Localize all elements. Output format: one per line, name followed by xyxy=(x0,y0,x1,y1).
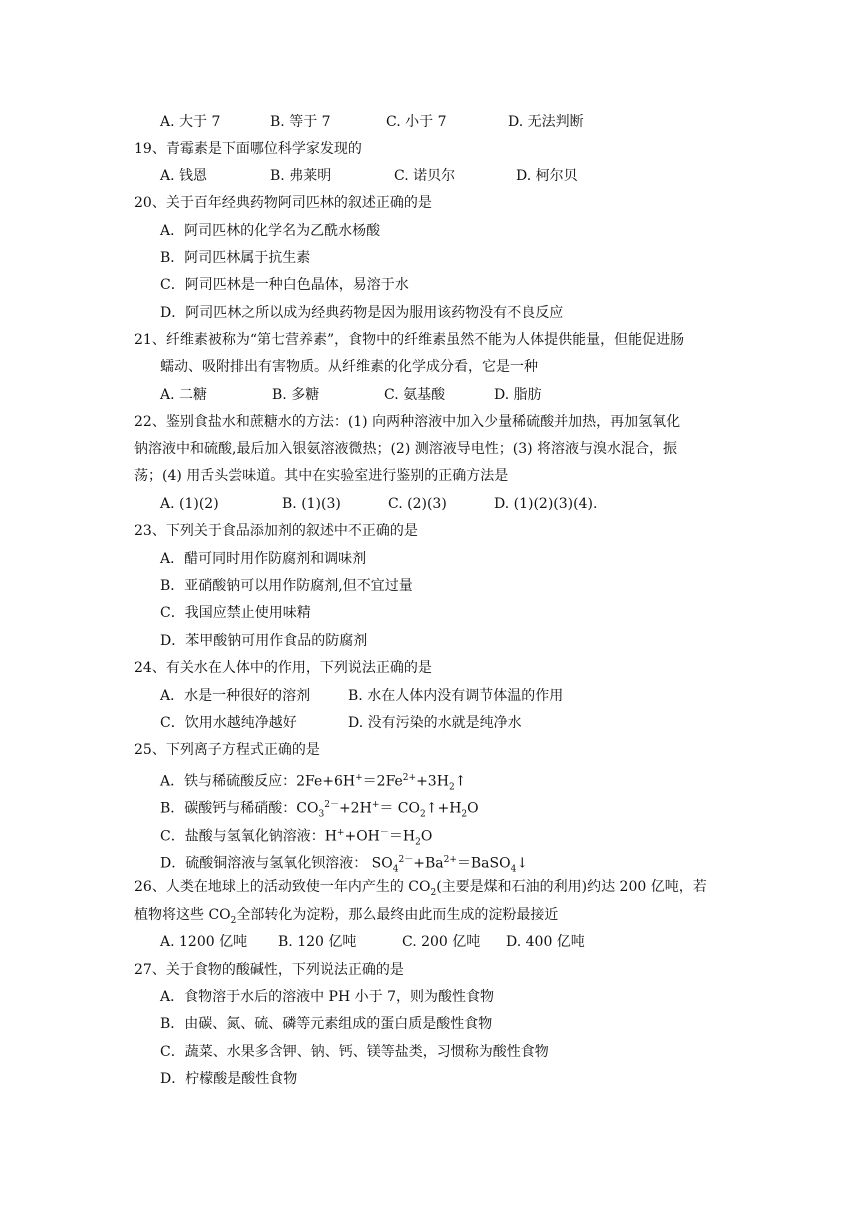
q25-a-sup-plus: + xyxy=(355,773,363,783)
q25-option-a xyxy=(160,768,466,797)
q25-d-text3: ＝BaSO xyxy=(456,855,511,872)
q22-stem-line3: 荡；(4) 用舌头尝味道。其中在实验室进行鉴别的正确方法是 xyxy=(134,468,509,484)
q25-d-sup-2plus: 2+ xyxy=(443,855,457,865)
q25-option-b xyxy=(160,795,479,824)
q27-stem: 27、关于食物的酸碱性，下列说法正确的是 xyxy=(134,962,404,978)
q18-option-b: B. 等于 7 xyxy=(270,114,331,130)
q25-d-arrow: ↓ xyxy=(516,855,529,872)
q26-stem-l1b: (主要是煤和石油的利用)约达 200 亿吨，若 xyxy=(436,879,707,895)
q21-option-c: C. 氨基酸 xyxy=(384,387,446,403)
q25-d-text2: +Ba xyxy=(413,855,444,872)
q25-a-sup-3plus: 2+ xyxy=(402,773,417,783)
q23-option-c: C．我国应禁止使用味精 xyxy=(160,605,311,621)
q25-c-text2: +OH xyxy=(344,828,380,845)
q19-stem: 19、青霉素是下面哪位科学家发现的 xyxy=(134,141,362,157)
q27-option-a: A．食物溶于水后的溶液中 PH 小于 7，则为酸性食物 xyxy=(160,989,494,1005)
q25-b-sub-2: 2 xyxy=(420,809,426,820)
q20-option-d: D．阿司匹林之所以成为经典药物是因为服用该药物没有不良反应 xyxy=(160,305,564,321)
q25-stem: 25、下列离子方程式正确的是 xyxy=(134,742,320,758)
q25-b-text4: ↑+H xyxy=(425,800,462,817)
q25-b-text5: O xyxy=(467,800,479,817)
q21-stem-line1: 21、纤维素被称为“第七营养素”，食物中的纤维素虽然不能为人体提供能量，但能促进肠 xyxy=(134,332,685,348)
q25-b-text3: ＝ CO xyxy=(379,800,420,817)
q20-option-b: B．阿司匹林属于抗生素 xyxy=(160,250,311,266)
q26-sub-2b: 2 xyxy=(230,915,237,926)
q21-option-d: D. 脂肪 xyxy=(494,387,542,403)
q25-b-text2: +2H xyxy=(338,800,372,817)
q26-stem-line1 xyxy=(134,877,707,903)
q24-option-c: C．饮用水越纯净越好 xyxy=(160,715,297,731)
q18-option-d: D. 无法判断 xyxy=(508,114,584,130)
q25-b-sub-3: 3 xyxy=(318,809,325,820)
q24-stem: 24、有关水在人体中的作用，下列说法正确的是 xyxy=(134,660,432,676)
q26-stem-l2a: 植物将这些 CO xyxy=(134,907,231,923)
q25-d-sub-4: 4 xyxy=(392,864,399,875)
q23-option-d: D．苯甲酸钠可用作食品的防腐剂 xyxy=(160,633,368,649)
q25-c-text: C．盐酸与氢氧化钠溶液：H xyxy=(160,828,337,845)
q19-option-a: A. 钱恩 xyxy=(160,168,208,184)
q23-option-a: A．醋可同时用作防腐剂和调味剂 xyxy=(160,551,367,567)
q25-a-text3: +3H xyxy=(416,773,449,790)
q22-option-c: C. (2)(3) xyxy=(388,496,447,512)
q26-sub-2: 2 xyxy=(430,887,437,898)
q26-stem-l2b: 全部转化为淀粉，那么最终由此而生成的淀粉最接近 xyxy=(236,907,559,923)
q23-option-b: B．亚硝酸钠可以用作防腐剂,但不宜过量 xyxy=(160,578,413,594)
q25-a-sub-2: 2 xyxy=(448,782,455,793)
q27-option-d: D．柠檬酸是酸性食物 xyxy=(160,1071,298,1087)
q25-option-c xyxy=(160,823,432,852)
q22-option-d: D. (1)(2)(3)(4). xyxy=(494,496,598,512)
q26-option-b: B. 120 亿吨 xyxy=(278,934,357,950)
q22-option-a: A. (1)(2) xyxy=(160,496,219,512)
q26-stem-l1a: 26、人类在地球上的活动致使一年内产生的 CO xyxy=(134,879,431,895)
q20-stem: 20、关于百年经典药物阿司匹林的叙述正确的是 xyxy=(134,195,432,211)
q22-option-b: B. (1)(3) xyxy=(282,496,341,512)
q25-d-text: D．硫酸铜溶液与氢氧化钡溶液： SO xyxy=(160,855,393,872)
q25-c-sup-plus: + xyxy=(336,828,345,838)
q25-option-d xyxy=(160,850,528,879)
q20-option-c: C．阿司匹林是一种白色晶体，易溶于水 xyxy=(160,277,409,293)
q20-option-a: A．阿司匹林的化学名为乙酰水杨酸 xyxy=(160,223,381,239)
q26-option-c: C. 200 亿吨 xyxy=(402,934,481,950)
q25-c-text4: O xyxy=(420,828,433,845)
q18-option-c: C. 小于 7 xyxy=(386,114,447,130)
q25-a-arrow: ↑ xyxy=(454,773,467,790)
q21-stem-line2: 蠕动、吸附排出有害物质。从纤维素的化学成分看，它是一种 xyxy=(160,359,538,375)
q25-b-sup-plus: + xyxy=(371,800,380,810)
q26-option-d: D. 400 亿吨 xyxy=(506,934,585,950)
q22-stem-line2: 钠溶液中和硫酸,最后加入银氨溶液微热；(2) 测溶液导电性；(3) 将溶液与溴水混合，振 xyxy=(134,441,678,457)
q19-option-c: C. 诺贝尔 xyxy=(394,168,456,184)
q25-b-text: B．碳酸钙与稀硝酸：CO xyxy=(160,800,319,817)
q25-b-sub-2b: 2 xyxy=(461,809,468,820)
q25-b-sup-2minus: 2－ xyxy=(324,800,339,810)
q21-option-b: B. 多糖 xyxy=(272,387,320,403)
q27-option-b: B．由碳、氮、硫、磷等元素组成的蛋白质是酸性食物 xyxy=(160,1016,493,1032)
q27-option-c: C．蔬菜、水果多含钾、钠、钙、镁等盐类，习惯称为酸性食物 xyxy=(160,1044,549,1060)
q25-a-text2: ＝2Fe xyxy=(362,773,403,790)
q26-option-a: A. 1200 亿吨 xyxy=(160,934,248,950)
q18-option-a: A. 大于 7 xyxy=(160,114,221,130)
q25-d-sup-2minus: 2－ xyxy=(398,855,414,865)
q24-option-b: B. 水在人体内没有调节体温的作用 xyxy=(348,688,564,704)
q25-c-sub-2: 2 xyxy=(415,837,421,848)
q25-d-sub-4b: 4 xyxy=(510,864,517,875)
q26-stem-line2 xyxy=(134,905,558,931)
q24-option-a: A．水是一种很好的溶剂 xyxy=(160,688,311,704)
q23-stem: 23、下列关于食品添加剂的叙述中不正确的是 xyxy=(134,523,418,539)
q19-option-b: B. 弗莱明 xyxy=(270,168,332,184)
q24-option-d: D. 没有污染的水就是纯净水 xyxy=(348,715,522,731)
q21-option-a: A. 二糖 xyxy=(160,387,208,403)
q22-stem-line1: 22、鉴别食盐水和蔗糖水的方法：(1) 向两种溶液中加入少量稀硫酸并加热，再加氢氧化 xyxy=(134,414,681,430)
q19-option-d: D. 柯尔贝 xyxy=(516,168,578,184)
q25-c-text3: ＝H xyxy=(388,828,416,845)
q25-c-sup-minus: － xyxy=(379,828,389,838)
q25-a-text: A．铁与稀硫酸反应：2Fe+6H xyxy=(160,773,356,790)
